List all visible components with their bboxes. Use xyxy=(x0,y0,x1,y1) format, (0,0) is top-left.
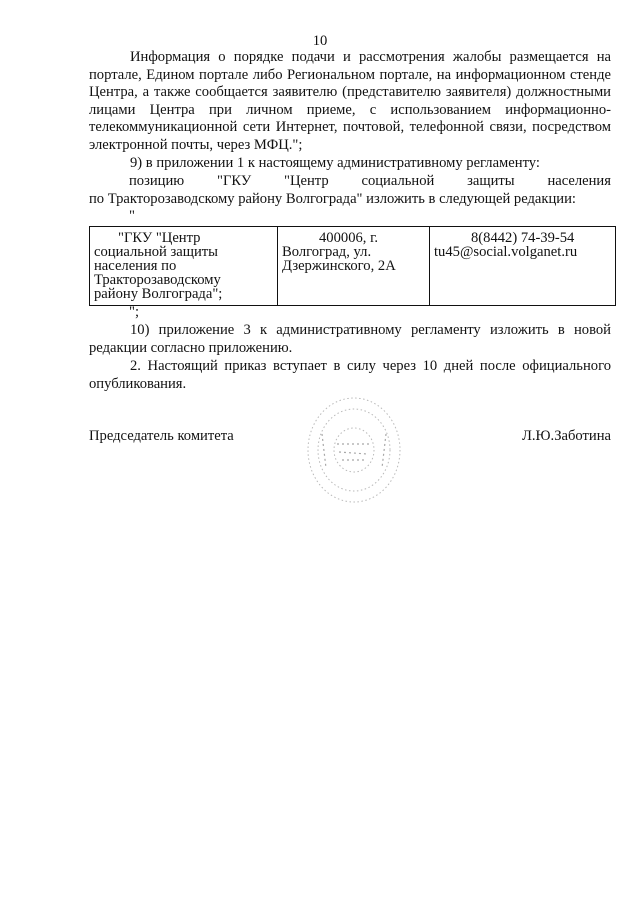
address-table xyxy=(89,226,616,306)
page-number: 10 xyxy=(312,33,328,49)
cell-line: социальной защиты xyxy=(94,244,218,260)
cell-line: tu45@social.volganet.ru xyxy=(434,244,578,260)
item-9-word: социальной xyxy=(361,173,435,189)
quote-close: "; xyxy=(129,304,140,320)
item-10: 10) приложение 3 к административному регламенту изложить в новой редакции согласно приложению. xyxy=(89,322,611,356)
item-9-word: позицию xyxy=(129,173,185,189)
cell-line: "ГКУ "Центр xyxy=(118,230,201,246)
official-stamp-seal xyxy=(304,394,404,506)
cell-line: Волгоград, ул. xyxy=(282,244,372,260)
cell-line: Дзержинского, 2А xyxy=(282,258,396,274)
table-cell-name xyxy=(90,227,278,306)
cell-line: району Волгограда"; xyxy=(94,286,223,302)
signatory-name: Л.Ю.Заботина xyxy=(522,428,611,444)
item-9-spread-line xyxy=(129,173,611,191)
cell-line: населения по xyxy=(94,258,177,274)
item-9-word: "Центр xyxy=(284,173,329,189)
cell-line: 400006, г. xyxy=(319,230,379,246)
table-row xyxy=(90,227,616,306)
item-9-word: защиты xyxy=(467,173,515,189)
cell-line: Тракторозаводскому xyxy=(94,272,221,288)
item-9-continuation: по Тракторозаводскому району Волгограда" изложить в следующей редакции: xyxy=(89,191,576,207)
paragraph-complaint-info: Информация о порядке подачи и рассмотрения жалобы размещается на портале, Едином портале либо Региональном портале, на информационном стенде Центра, а также сообщается заявителю (представителю заявителя) должностными лицами Центра при личном приеме, с использованием информационно-телекоммуникационной сети Интернет, почтовой, телефонной связи, посредством электронной почты, через МФЦ."; xyxy=(89,49,611,153)
cell-line: 8(8442) 74-39-54 xyxy=(471,230,575,246)
item-9-word: населения xyxy=(547,173,611,189)
quote-open: " xyxy=(129,208,135,224)
table-cell-address xyxy=(278,227,430,306)
item-9-intro: 9) в приложении 1 к настоящему административному регламенту: xyxy=(130,155,540,171)
item-9-word: "ГКУ xyxy=(217,173,252,189)
table-cell-contacts xyxy=(430,227,616,306)
signatory-title: Председатель комитета xyxy=(89,428,234,444)
item-2-effective-date: 2. Настоящий приказ вступает в силу через 10 дней после официального опубликования. xyxy=(89,358,611,392)
